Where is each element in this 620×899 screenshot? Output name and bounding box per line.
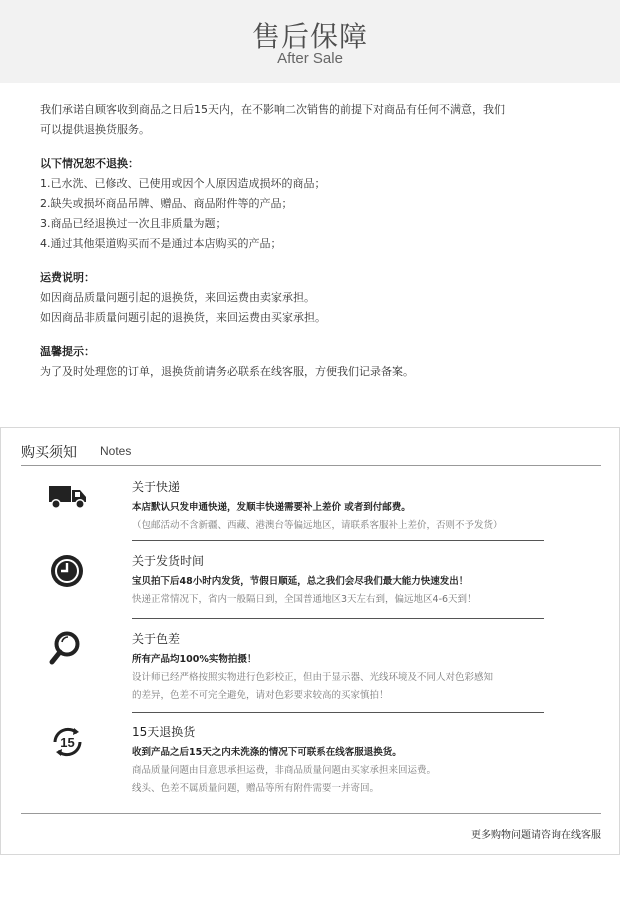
note-title: 关于快递 — [132, 480, 181, 494]
after-sale-policy — [40, 100, 588, 382]
note-title: 15天退换货 — [132, 725, 196, 739]
note-line: 本店默认只发申通快递，发顺丰快递需要补上差价 或者到付邮费。 — [132, 502, 411, 513]
note-line: 宝贝拍下后48小时内发货，节假日顺延，总之我们会尽我们最大能力快速发出！ — [132, 576, 469, 587]
contact-service-link[interactable]: 更多购物问题请咨询在线客服 — [471, 830, 601, 841]
notes-footer — [21, 813, 601, 841]
note-line: 商品质量问题由目意思承担运费，非商品质量问题由买家承担来回运费。 — [132, 765, 437, 776]
no-return-item: 2.缺失或损坏商品吊牌、赠品、商品附件等的产品； — [40, 197, 293, 210]
tips-line: 为了及时处理您的订单，退换货前请务必联系在线客服，方便我们记录备案。 — [40, 365, 414, 378]
clock-icon — [47, 552, 89, 590]
shipping-line: 如因商品质量问题引起的退换货，来回运费由卖家承担。 — [40, 291, 315, 304]
note-line: 所有产品均100%实物拍摄！ — [132, 654, 257, 665]
svg-text:15: 15 — [60, 735, 75, 750]
note-line: （包邮活动不含新疆、西藏、港澳台等偏远地区，请联系客服补上差价，否则不予发货） — [132, 520, 503, 531]
tips-heading: 温馨提示： — [40, 345, 95, 358]
divider — [132, 712, 544, 713]
no-return-heading: 以下情况恕不退换： — [40, 157, 139, 170]
notes-header — [21, 442, 601, 466]
intro-line: 我们承诺自顾客收到商品之日后15天内，在不影响二次销售的前提下对商品有任何不满意，我们 — [40, 103, 505, 116]
shipping-heading: 运费说明： — [40, 271, 95, 284]
divider — [132, 618, 544, 619]
note-title: 关于色差 — [132, 632, 181, 646]
notes-title-cn: 购买须知 — [21, 445, 77, 461]
no-return-item: 4.通过其他渠道购买而不是通过本店购买的产品； — [40, 237, 282, 250]
magnifier-icon — [47, 630, 89, 668]
no-return-item: 3.商品已经退换过一次且非质量为题； — [40, 217, 227, 230]
note-title: 关于发货时间 — [132, 554, 205, 568]
intro-line: 可以提供退换货服务。 — [40, 123, 150, 136]
15-days-icon — [47, 723, 89, 761]
divider — [132, 540, 544, 541]
shipping-line: 如因商品非质量问题引起的退换货，来回运费由买家承担。 — [40, 311, 326, 324]
note-line: 线头、色差不属质量问题，赠品等所有附件需要一并寄回。 — [132, 783, 380, 794]
note-line: 收到产品之后15天之内未洗涤的情况下可联系在线客服退换货。 — [132, 747, 402, 758]
no-return-item: 1.已水洗、已修改、已使用或因个人原因造成损坏的商品； — [40, 177, 326, 190]
note-line: 设计师已经严格按照实物进行色彩校正，但由于显示器、光线环境及不同人对色彩感知 — [132, 672, 494, 683]
notes-title-en: Notes — [100, 444, 132, 458]
page-title: 售后保障 — [251, 20, 368, 53]
note-line: 快递正常情况下，省内一般隔日到，全国普通地区3天左右到，偏远地区4-6天到！ — [132, 594, 477, 605]
purchase-notes-panel — [0, 427, 620, 855]
page-header — [0, 0, 620, 83]
page-subtitle: After Sale — [277, 50, 343, 67]
note-line: 的差异，色差不可完全避免，请对色彩要求较高的买家慎拍！ — [132, 690, 389, 701]
truck-icon — [47, 478, 89, 516]
